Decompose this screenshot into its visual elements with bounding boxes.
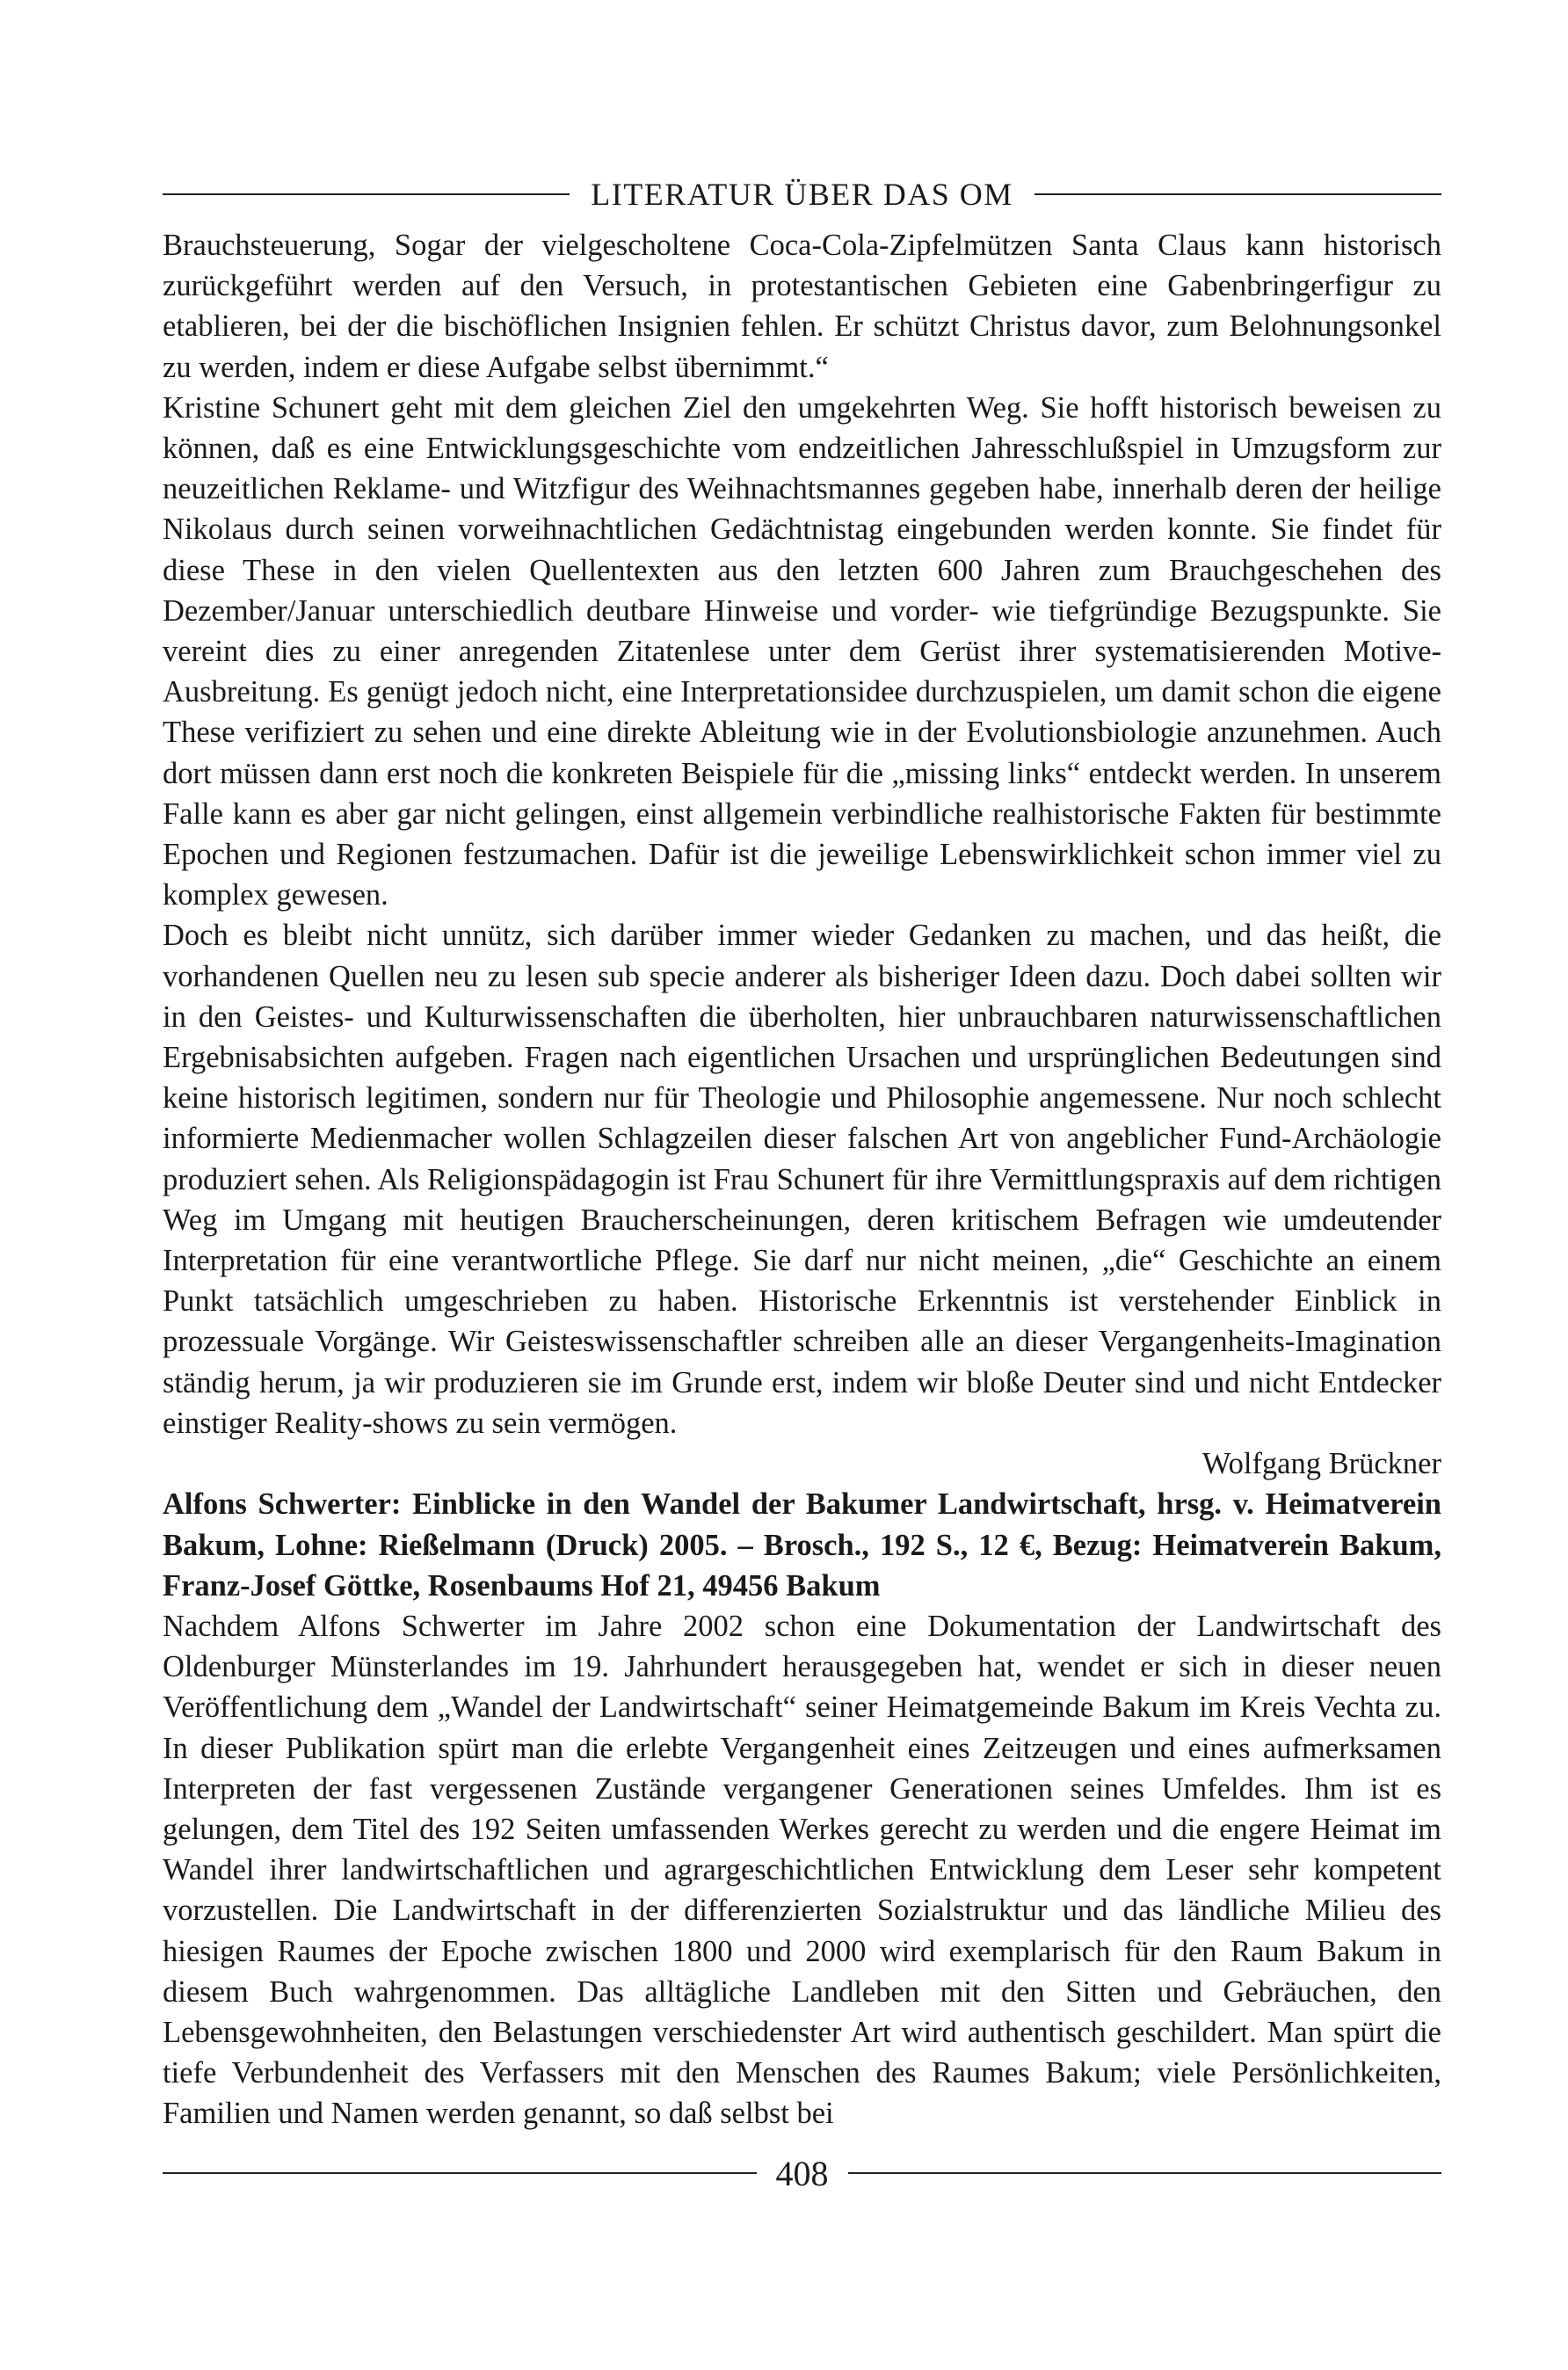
- running-header: [163, 172, 1441, 216]
- header-rule-right: [1034, 193, 1441, 195]
- reviewer-signature: Wolfgang Brückner: [1201, 1447, 1441, 1481]
- body-paragraph: Brauchsteuerung, Sogar der vielgescholtene Coca-Cola-Zipfelmützen Santa Claus kann historisch zurückgeführt werden auf den Versuch, in protestantischen Gebieten eine Gabenbringerfigur zu etablieren, bei der die bischöflichen Insignien fehlen. Er schützt Christus davor, zum Belohnungsonkel zu werden, indem er diese Aufgabe selbst übernimmt.“: [163, 229, 1441, 384]
- page-body: [163, 225, 1441, 2134]
- body-paragraph: Kristine Schunert geht mit dem gleichen Ziel den umgekehrten Weg. Sie hofft historisch beweisen zu können, daß es eine Entwicklungsgeschichte vom endzeitlichen Jahresschlußspiel in Umzugsform zur neuzeitlichen Reklame- und Witzfigur des Weihnachtsmannes gegeben habe, innerhalb deren der heilige Nikolaus durch seinen vorweihnachtlichen Gedächtnistag eingebunden werden konnte. Sie findet für diese These in den vielen Quellentexten aus den letzten 600 Jahren zum Brauchgeschehen des Dezember/Januar unterschiedlich deutbare Hinweise und vorder- wie tiefgründige Bezugspunkte. Sie vereint dies zu einer anregenden Zitatenlese unter dem Gerüst ihrer systematisierenden Motive-Ausbreitung. Es genügt jedoch nicht, eine Interpretationsidee durchzuspielen, um damit schon die eigene These verifiziert zu sehen und eine direkte Ableitung wie in der Evolutionsbiologie anzunehmen. Auch dort müssen dann erst noch die konkreten Beispiele für die „missing links“ entdeckt werden. In unserem Falle kann es aber gar nicht gelingen, einst allgemein verbindliche realhistorische Fakten für bestimmte Epochen und Regionen festzumachen. Dafür ist die jeweilige Lebenswirklichkeit schon immer viel zu komplex gewesen.: [163, 390, 1441, 912]
- footer-rule-right: [848, 2172, 1442, 2174]
- running-header-title: LITERATUR ÜBER DAS OM: [591, 177, 1013, 212]
- footer-rule-left: [163, 2172, 757, 2174]
- page-number: 408: [775, 2153, 829, 2193]
- page-footer: [163, 2147, 1441, 2199]
- review-body-paragraph: Nachdem Alfons Schwerter im Jahre 2002 schon eine Dokumentation der Landwirtschaft des Oldenburger Münsterlandes im 19. Jahrhundert herausgegeben hat, wendet er sich in dieser neuen Veröffentlichung dem „Wandel der Landwirtschaft“ seiner Heimatgemeinde Bakum im Kreis Vechta zu. In dieser Publikation spürt man die erlebte Vergangenheit eines Zeitzeugen und eines aufmerksamen Interpreten der fast vergessenen Zustände vergangener Generationen seines Umfeldes. Ihm ist es gelungen, dem Titel des 192 Seiten umfassenden Werkes gerecht zu werden und die engere Heimat im Wandel ihrer landwirtschaftlichen und agrargeschichtlichen Entwicklung dem Leser sehr kompetent vorzustellen. Die Landwirtschaft in der differenzierten Sozialstruktur und das ländliche Milieu des hiesigen Raumes der Epoche zwischen 1800 und 2000 wird exemplarisch für den Raum Bakum in diesem Buch wahrgenommen. Das alltägliche Landleben mit den Sitten und Gebräuchen, den Lebensgewohnheiten, den Belastungen verschiedenster Art wird authentisch geschildert. Man spürt die tiefe Verbundenheit des Verfassers mit den Menschen des Raumes Bakum; viele Persönlichkeiten, Familien und Namen werden genannt, so daß selbst bei: [163, 1609, 1441, 2131]
- body-paragraph: Doch es bleibt nicht unnütz, sich darüber immer wieder Gedanken zu machen, und das heißt, die vorhandenen Quellen neu zu lesen sub specie anderer als bisheriger Ideen dazu. Doch dabei sollten wir in den Geistes- und Kulturwissenschaften die überholten, hier unbrauchbaren naturwissenschaftlichen Ergebnisabsichten aufgeben. Fragen nach eigentlichen Ursachen und ursprünglichen Bedeutungen sind keine historisch legitimen, sondern nur für Theologie und Philosophie angemessene. Nur noch schlecht informierte Medienmacher wollen Schlagzeilen dieser falschen Art von angeblicher Fund-Archäologie produziert sehen. Als Religionspädagogin ist Frau Schunert für ihre Vermittlungspraxis auf dem richtigen Weg im Umgang mit heutigen Braucherscheinungen, deren kritischem Befragen wie umdeutender Interpretation für eine verantwortliche Pflege. Sie darf nur nicht meinen, „die“ Geschichte an einem Punkt tatsächlich umgeschrieben zu haben. Historische Erkenntnis ist verstehender Einblick in prozessuale Vorgänge. Wir Geisteswissenschaftler schreiben alle an dieser Vergangenheits-Imagination ständig herum, ja wir produzieren sie im Grunde erst, indem wir bloße Deuter sind und nicht Entdecker einstiger Reality-shows zu sein vermögen.: [163, 919, 1441, 1440]
- header-rule-left: [163, 193, 570, 195]
- review-title: Alfons Schwerter: Einblicke in den Wandel der Bakumer Landwirtschaft, hrsg. v. Heimatverein Bakum, Lohne: Rießelmann (Druck) 2005. – Brosch., 192 S., 12 €, Bezug: Heimatverein Bakum, Franz-Josef Göttke, Rosenbaums Hof 21, 49456 Bakum: [163, 1487, 1441, 1603]
